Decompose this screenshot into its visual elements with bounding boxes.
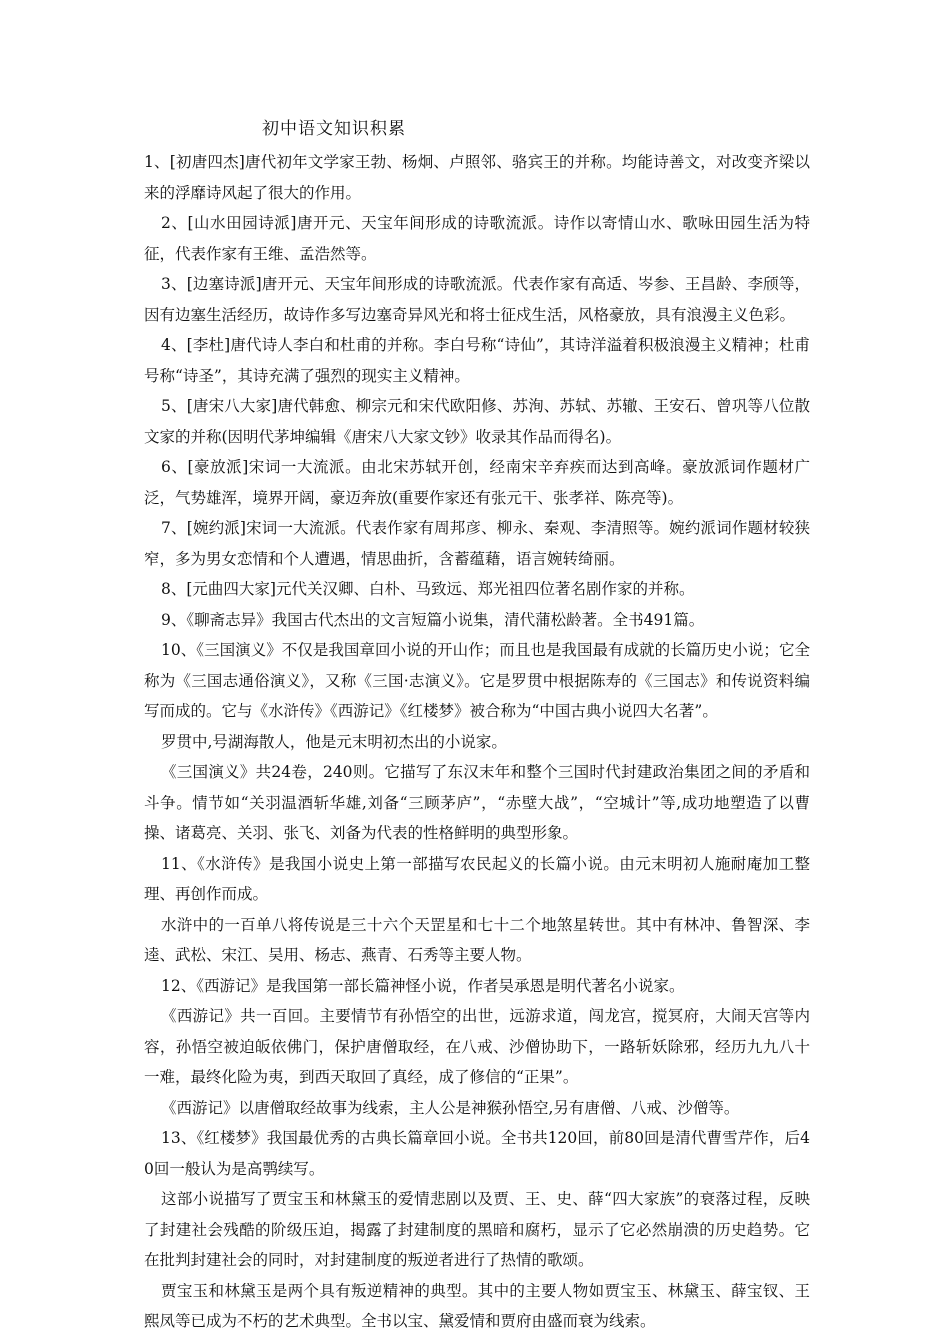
- paragraph-12: 12、《西游记》是我国第一部长篇神怪小说，作者吴承恩是明代著名小说家。: [161, 976, 685, 995]
- paragraph-7: 7、[婉约派]宋词一大流派。代表作家有周邦彦、柳永、秦观、李清照等。婉约派词作题材较狭窄，多为男女恋情和个人遭遇，情思曲折，含蓄蕴藉，语言婉转绮丽。: [144, 519, 810, 568]
- document-title: 初中语文知识积累: [262, 119, 406, 139]
- paragraph-4: 4、[李杜]唐代诗人李白和杜甫的并称。李白号称“诗仙”，其诗洋溢着积极浪漫主义精神；杜甫号称“诗圣”，其诗充满了强烈的现实主义精神。: [144, 336, 810, 385]
- paragraph-hongloumeng-detail: 这部小说描写了贾宝玉和林黛玉的爱情悲剧以及贾、王、史、薛“四大家族”的衰落过程，反映了封建社会残酷的阶级压迫，揭露了封建制度的黑暗和腐朽，显示了它必然崩溃的历史趋势。它在批判封建社会的同时，对封建制度的叛逆者进行了热情的歌颂。: [144, 1190, 810, 1269]
- paragraph-xiyou-characters: 《西游记》以唐僧取经故事为线索，主人公是神猴孙悟空,另有唐僧、八戒、沙僧等。: [161, 1098, 740, 1117]
- paragraph-luo-guanzhong: 罗贯中,号湖海散人，他是元末明初杰出的小说家。: [161, 732, 507, 751]
- paragraph-11: 11、《水浒传》是我国小说史上第一部描写农民起义的长篇小说。由元末明初人施耐庵加工整理、再创作而成。: [144, 854, 810, 903]
- paragraph-5: 5、[唐宋八大家]唐代韩愈、柳宗元和宋代欧阳修、苏洵、苏轼、苏辙、王安石、曾巩等八位散文家的并称(因明代茅坤编辑《唐宋八大家文钞》收录其作品而得名)。: [144, 397, 810, 446]
- paragraph-sanguo-detail: 《三国演义》共24卷，240则。它描写了东汉末年和整个三国时代封建政治集团之间的矛盾和斗争。情节如“关羽温酒斩华雄,刘备“三顾茅庐”，“赤壁大战”，“空城计”等,成功地塑造了以曹操、诸葛亮、关羽、张飞、刘备为代表的性格鲜明的典型形象。: [144, 763, 810, 842]
- paragraph-shuihu-detail: 水浒中的一百单八将传说是三十六个天罡星和七十二个地煞星转世。其中有林冲、鲁智深、李逵、武松、宋江、吴用、杨志、燕青、石秀等主要人物。: [144, 915, 810, 964]
- paragraph-13: 13、《红楼梦》我国最优秀的古典长篇章回小说。全书共120回，前80回是清代曹雪芹作，后40回一般认为是高鹗续写。: [144, 1129, 810, 1178]
- document-body: [144, 147, 810, 1337]
- paragraph-8: 8、[元曲四大家]元代关汉卿、白朴、马致远、郑光祖四位著名剧作家的并称。: [161, 580, 695, 598]
- paragraph-xiyou-detail: 《西游记》共一百回。主要情节有孙悟空的出世，远游求道，闯龙宫，搅冥府，大闹天宫等内容，孙悟空被迫皈依佛门，保护唐僧取经，在八戒、沙僧协助下，一路斩妖除邪，经历九九八十一难，最终化险为夷，到西天取回了真经，成了修信的“正果”。: [144, 1007, 810, 1086]
- paragraph-9: 9、《聊斋志异》我国古代杰出的文言短篇小说集，清代蒲松龄著。全书491篇。: [161, 610, 705, 629]
- paragraph-10: 10、《三国演义》不仅是我国章回小说的开山作；而且也是我国最有成就的长篇历史小说；它全称为《三国志通俗演义》，又称《三国·志演义》。它是罗贯中根据陈寿的《三国志》和传说资料编写而成的。它与《水浒传》《西游记》《红楼梦》被合称为“中国古典小说四大名著”。: [144, 641, 810, 720]
- paragraph-1: 1、[初唐四杰]唐代初年文学家王勃、杨炯、卢照邻、骆宾王的并称。均能诗善文，对改变齐梁以来的浮靡诗风起了很大的作用。: [144, 153, 810, 202]
- paragraph-2: 2、[山水田园诗派]唐开元、天宝年间形成的诗歌流派。诗作以寄情山水、歌咏田园生活为特征，代表作家有王维、孟浩然等。: [144, 214, 810, 263]
- paragraph-6: 6、[豪放派]宋词一大流派。由北宋苏轼开创，经南宋辛弃疾而达到高峰。豪放派词作题材广泛，气势雄浑，境界开阔，豪迈奔放(重要作家还有张元干、张孝祥、陈亮等)。: [144, 458, 810, 507]
- paragraph-hongloumeng-characters: 贾宝玉和林黛玉是两个具有叛逆精神的典型。其中的主要人物如贾宝玉、林黛玉、薛宝钗、王熙凤等已成为不朽的艺术典型。全书以宝、黛爱情和贾府由盛而衰为线索。: [144, 1281, 810, 1330]
- paragraph-3: 3、[边塞诗派]唐开元、天宝年间形成的诗歌流派。代表作家有高适、岑参、王昌龄、李颀等，因有边塞生活经历，故诗作多写边塞奇异风光和将士征戍生活，风格豪放，具有浪漫主义色彩。: [144, 275, 810, 324]
